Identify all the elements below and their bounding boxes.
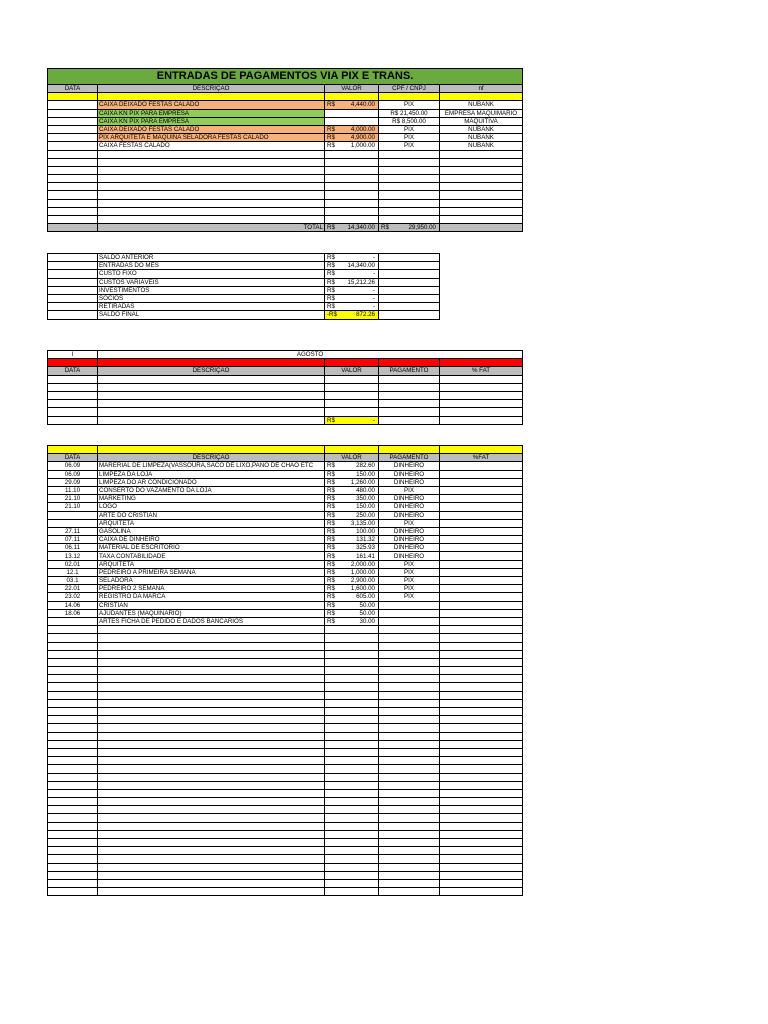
- despesa-data: 02.01: [48, 560, 98, 568]
- despesa-valor: R$ 350.00: [325, 495, 379, 503]
- despesas-table: [47, 445, 523, 896]
- empty-row: [48, 634, 523, 642]
- entrada-nf: NUBANK: [440, 134, 523, 142]
- header-descricao: DESCRIÇÃO: [98, 85, 325, 93]
- despesa-valor: R$ 2,000.00: [325, 560, 379, 568]
- empty-row: [48, 683, 523, 691]
- empty-row: [48, 158, 523, 166]
- despesa-valor: R$ 50.00: [325, 609, 379, 617]
- despesa-pagamento: DINHEIRO: [379, 527, 440, 535]
- despesa-valor: R$ 605.00: [325, 593, 379, 601]
- agosto-total-row: R$ -: [48, 416, 523, 424]
- empty-row: [48, 830, 523, 838]
- despesa-descricao: MARKETING: [98, 495, 325, 503]
- saldo-label: SALDO FINAL: [98, 311, 325, 319]
- despesa-data: 06.09: [48, 462, 98, 470]
- despesa-valor: R$ 131.32: [325, 536, 379, 544]
- empty-row: [48, 675, 523, 683]
- despesa-data: 13.12: [48, 552, 98, 560]
- entrada-cpf: PIX: [379, 125, 440, 133]
- saldo-valor: R$ -: [325, 294, 379, 302]
- entradas-row: [48, 117, 523, 125]
- despesa-valor: R$ 1,000.00: [325, 568, 379, 576]
- empty-row: [48, 691, 523, 699]
- despesas-header-row: DATA DESCRIÇÃO VALOR PAGAMENTO %FAT: [48, 454, 523, 462]
- empty-row: [48, 888, 523, 896]
- entrada-valor: [325, 109, 379, 117]
- entrada-cpf: R$ 8,500.00: [379, 117, 440, 125]
- entrada-valor: R$ 4,440.00: [325, 101, 379, 109]
- despesa-data: 03.1: [48, 577, 98, 585]
- entrada-descricao: CAIXA KN PIX PARA EMPRESA: [98, 117, 325, 125]
- empty-row: [48, 879, 523, 887]
- empty-row: [48, 166, 523, 174]
- despesa-pagamento: DINHEIRO: [379, 470, 440, 478]
- despesa-row: [48, 601, 523, 609]
- empty-row: [48, 650, 523, 658]
- entrada-descricao: PIX ARQUITETA E MAQUINA SELADORA FESTAS CALADO: [98, 134, 325, 142]
- despesa-valor: R$ 480.00: [325, 486, 379, 494]
- despesa-valor: R$ 161.41: [325, 552, 379, 560]
- despesa-row: [48, 495, 523, 503]
- despesa-pagamento: PIX: [379, 593, 440, 601]
- despesa-row: [48, 511, 523, 519]
- despesa-pagamento: PIX: [379, 568, 440, 576]
- empty-row: [48, 765, 523, 773]
- empty-row: [48, 855, 523, 863]
- despesa-pagamento: PIX: [379, 519, 440, 527]
- empty-row: [48, 732, 523, 740]
- header-valor: VALOR: [325, 85, 379, 93]
- despesa-data: 14.06: [48, 601, 98, 609]
- saldo-valor: R$ -: [325, 286, 379, 294]
- empty-row: [48, 216, 523, 224]
- despesa-row: [48, 486, 523, 494]
- despesa-valor: R$ 150.00: [325, 503, 379, 511]
- empty-row: [48, 806, 523, 814]
- entrada-cpf: PIX: [379, 101, 440, 109]
- despesa-pagamento: [379, 601, 440, 609]
- empty-row: [48, 175, 523, 183]
- despesa-descricao: SELADORA: [98, 577, 325, 585]
- despesa-data: 21.10: [48, 503, 98, 511]
- entrada-valor: R$ 1,000.00: [325, 142, 379, 150]
- total-cpf-valor: 29,950.00: [408, 224, 436, 232]
- entrada-valor: R$ 4,900.00: [325, 134, 379, 142]
- empty-row: [48, 781, 523, 789]
- entrada-descricao: CAIXA DEIXADO FESTAS CALADO: [98, 125, 325, 133]
- despesa-row: [48, 470, 523, 478]
- despesa-row: [48, 462, 523, 470]
- empty-row: [48, 199, 523, 207]
- despesa-row: [48, 519, 523, 527]
- despesa-valor: R$ 1,600.00: [325, 585, 379, 593]
- despesa-descricao: GASOLINA: [98, 527, 325, 535]
- empty-row: [48, 716, 523, 724]
- total-valor: 14,340.00: [347, 224, 375, 232]
- empty-row: [48, 400, 523, 408]
- saldo-valor: R$ -: [325, 303, 379, 311]
- saldo-valor: -R$ 872.26: [325, 311, 379, 319]
- despesa-descricao: PEDREIRO 2 SEMANA: [98, 585, 325, 593]
- saldo-row: [48, 311, 440, 319]
- empty-row: [48, 191, 523, 199]
- despesa-descricao: AJUDANTES (MAQUINARIO): [98, 609, 325, 617]
- despesa-valor: R$ 150.00: [325, 470, 379, 478]
- saldo-label: CUSTO FIXO: [98, 270, 325, 278]
- despesa-valor: R$ 250.00: [325, 511, 379, 519]
- entradas-header-row: [48, 85, 523, 93]
- empty-row: [48, 798, 523, 806]
- despesa-descricao: TAXA CONTABILIDADE: [98, 552, 325, 560]
- empty-row: [48, 642, 523, 650]
- despesa-descricao: CONSERTO DO VAZAMENTO DA LOJA: [98, 486, 325, 494]
- despesa-descricao: LIMPEZA DO AR CONDICIONADO: [98, 478, 325, 486]
- despesa-descricao: PEDREIRO A PRIMEIRA SEMANA: [98, 568, 325, 576]
- despesa-valor: R$ 1,260.00: [325, 478, 379, 486]
- despesa-data: 12.1: [48, 568, 98, 576]
- despesa-data: [48, 511, 98, 519]
- despesa-row: [48, 503, 523, 511]
- saldo-row: [48, 270, 440, 278]
- entrada-valor: R$ 4,000.00: [325, 125, 379, 133]
- empty-row: [48, 408, 523, 416]
- despesa-data: 23.02: [48, 593, 98, 601]
- despesa-descricao: MATERIAL DE ESCRITORIO: [98, 544, 325, 552]
- empty-row: [48, 150, 523, 158]
- entradas-row: [48, 109, 523, 117]
- header-nf: nf: [440, 85, 523, 93]
- despesa-descricao: LIMPEZA DA LOJA: [98, 470, 325, 478]
- entrada-cpf: PIX: [379, 134, 440, 142]
- despesa-valor: R$ 100.00: [325, 527, 379, 535]
- saldo-row: [48, 303, 440, 311]
- empty-row: [48, 183, 523, 191]
- despesa-row: [48, 577, 523, 585]
- despesa-data: 07.11: [48, 536, 98, 544]
- saldo-valor: R$ -: [325, 254, 379, 262]
- empty-row: [48, 847, 523, 855]
- despesa-data: 18.06: [48, 609, 98, 617]
- despesa-descricao: CRISTIAN: [98, 601, 325, 609]
- empty-row: [48, 699, 523, 707]
- empty-row: [48, 375, 523, 383]
- despesa-row: [48, 544, 523, 552]
- despesa-pagamento: DINHEIRO: [379, 511, 440, 519]
- despesa-pagamento: DINHEIRO: [379, 478, 440, 486]
- entradas-total-row: TOTAL R$ 14,340.00 R$ 29,950.00: [48, 224, 523, 232]
- empty-row: [48, 871, 523, 879]
- despesa-data: 21.10: [48, 495, 98, 503]
- saldo-row: [48, 262, 440, 270]
- empty-row: [48, 391, 523, 399]
- despesa-descricao: ARQUITETA: [98, 560, 325, 568]
- header-data: DATA: [48, 85, 98, 93]
- despesa-valor: R$ 325.93: [325, 544, 379, 552]
- empty-row: [48, 863, 523, 871]
- despesa-row: [48, 585, 523, 593]
- agosto-table: [47, 350, 523, 425]
- despesa-row: [48, 617, 523, 625]
- despesa-descricao: ARQUITETA: [98, 519, 325, 527]
- entrada-nf: NUBANK: [440, 125, 523, 133]
- despesa-row: [48, 560, 523, 568]
- despesa-pagamento: [379, 617, 440, 625]
- entradas-row: [48, 125, 523, 133]
- despesa-row: [48, 609, 523, 617]
- saldo-label: SOCIOS: [98, 294, 325, 302]
- agosto-marker: I: [48, 351, 98, 359]
- despesa-data: 06.11: [48, 544, 98, 552]
- entradas-row: [48, 134, 523, 142]
- despesa-valor: R$ 50.00: [325, 601, 379, 609]
- despesa-pagamento: DINHEIRO: [379, 552, 440, 560]
- saldo-row: [48, 294, 440, 302]
- despesa-pagamento: PIX: [379, 577, 440, 585]
- yellow-row: [48, 93, 523, 101]
- saldo-label: INVESTIMENTOS: [98, 286, 325, 294]
- entrada-valor: [325, 117, 379, 125]
- despesa-pagamento: PIX: [379, 560, 440, 568]
- despesa-row: [48, 527, 523, 535]
- empty-row: [48, 724, 523, 732]
- entrada-nf: NUBANK: [440, 101, 523, 109]
- empty-row: [48, 740, 523, 748]
- despesa-pagamento: PIX: [379, 486, 440, 494]
- despesa-data: [48, 617, 98, 625]
- entrada-descricao: CAIXA DEIXADO FESTAS CALADO: [98, 101, 325, 109]
- entradas-table: [47, 68, 523, 232]
- despesa-pagamento: PIX: [379, 585, 440, 593]
- empty-row: [48, 773, 523, 781]
- despesa-valor: R$ 282.60: [325, 462, 379, 470]
- despesa-descricao: CAIXA DE DINHEIRO: [98, 536, 325, 544]
- despesa-row: [48, 478, 523, 486]
- saldo-label: ENTRADAS DO MÊS: [98, 262, 325, 270]
- saldo-valor: R$ -: [325, 270, 379, 278]
- despesa-row: [48, 593, 523, 601]
- empty-row: [48, 814, 523, 822]
- agosto-total-valor: -: [372, 416, 375, 424]
- despesa-descricao: MARERIAL DE LIMPEZA(VASSOURA,SACO DE LIXO,PANO DE CHAO ETC: [98, 462, 325, 470]
- agosto-header-row: DATA DESCRIÇÃO VALOR PAGAMENTO % FAT: [48, 367, 523, 375]
- despesa-data: 06.09: [48, 470, 98, 478]
- despesa-row: [48, 536, 523, 544]
- despesa-pagamento: [379, 609, 440, 617]
- total-label: TOTAL: [98, 224, 325, 232]
- empty-row: [48, 658, 523, 666]
- entradas-title: ENTRADAS DE PAGAMENTOS VIA PIX E TRANS.: [48, 69, 523, 85]
- saldo-row: [48, 278, 440, 286]
- despesa-descricao: REGISTRO DA MARCA: [98, 593, 325, 601]
- entradas-row: [48, 101, 523, 109]
- entrada-nf: NUBANK: [440, 142, 523, 150]
- despesa-data: 27.11: [48, 527, 98, 535]
- despesa-valor: R$ 30.00: [325, 617, 379, 625]
- saldo-valor: R$ 14,340.00: [325, 262, 379, 270]
- agosto-title: AGOSTO: [98, 351, 523, 359]
- saldo-label: CUSTOS VARIÁVEIS: [98, 278, 325, 286]
- empty-row: [48, 667, 523, 675]
- header-cpf: CPF / CNPJ: [379, 85, 440, 93]
- despesa-pagamento: DINHEIRO: [379, 544, 440, 552]
- entrada-nf: EMPRESA MAQUIMARIO: [440, 109, 523, 117]
- despesa-pagamento: DINHEIRO: [379, 495, 440, 503]
- entrada-descricao: CAIXA KN PIX PARA EMPRESA: [98, 109, 325, 117]
- saldo-label: SALDO ANTERIOR: [98, 254, 325, 262]
- empty-row: [48, 708, 523, 716]
- despesa-data: 22.01: [48, 585, 98, 593]
- despesa-pagamento: DINHEIRO: [379, 462, 440, 470]
- saldo-valor: R$ 15,212.26: [325, 278, 379, 286]
- empty-row: [48, 757, 523, 765]
- despesa-valor: R$ 2,900.00: [325, 577, 379, 585]
- despesa-pagamento: DINHEIRO: [379, 503, 440, 511]
- despesa-descricao: ARTES FICHA DE PEDIDO E DADOS BANCARIOS: [98, 617, 325, 625]
- empty-row: [48, 207, 523, 215]
- empty-row: [48, 748, 523, 756]
- empty-row: [48, 383, 523, 391]
- despesa-valor: R$ 3,135.00: [325, 519, 379, 527]
- empty-row: [48, 789, 523, 797]
- despesa-row: [48, 568, 523, 576]
- despesa-descricao: LOGO: [98, 503, 325, 511]
- empty-row: [48, 822, 523, 830]
- entrada-nf: MAQUITIVA: [440, 117, 523, 125]
- empty-row: [48, 626, 523, 634]
- empty-row: [48, 839, 523, 847]
- entrada-cpf: PIX: [379, 142, 440, 150]
- despesa-row: [48, 552, 523, 560]
- saldo-label: RETIRADAS: [98, 303, 325, 311]
- saldo-table: [47, 253, 440, 320]
- saldo-row: [48, 286, 440, 294]
- entradas-row: [48, 142, 523, 150]
- entrada-cpf: R$ 21,450.00: [379, 109, 440, 117]
- saldo-row: [48, 254, 440, 262]
- despesa-descricao: ARTE DO CRISTIAN: [98, 511, 325, 519]
- despesa-pagamento: DINHEIRO: [379, 536, 440, 544]
- despesa-data: 29.09: [48, 478, 98, 486]
- despesa-data: [48, 519, 98, 527]
- entrada-descricao: CAIXA FESTAS CALADO: [98, 142, 325, 150]
- despesa-data: 11.10: [48, 486, 98, 494]
